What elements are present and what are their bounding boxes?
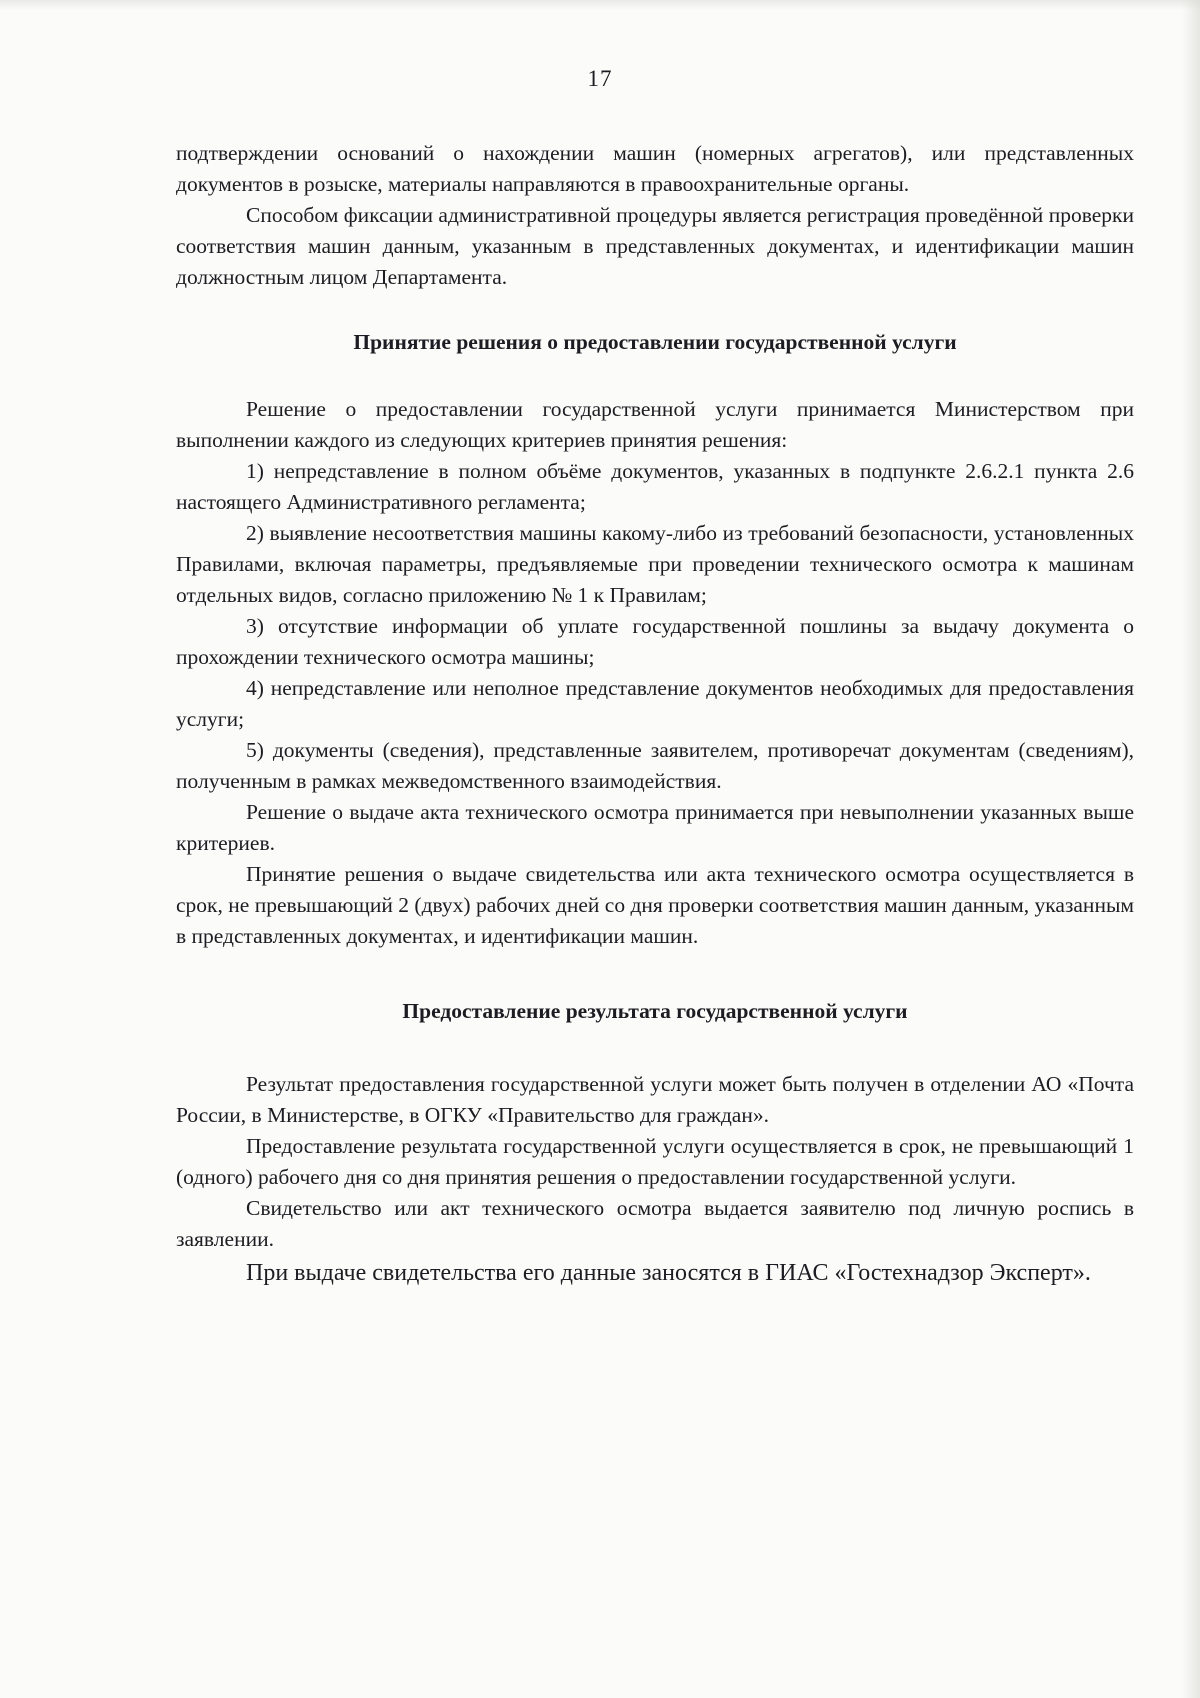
document-body [176,138,1134,1291]
criterion-item-3: 3) отсутствие информации об уплате государственной пошлины за выдачу документа о прохождении технического осмотра машины; [176,614,1134,669]
paragraph-result-term: Предоставление результата государственной услуги осуществляется в срок, не превышающий 1 (одного) рабочего дня со дня принятия решения о предоставлении государственной услуги. [176,1134,1134,1189]
paragraph-result-location: Результат предоставления государственной услуги может быть получен в отделении АО «Почта России, в Министерстве, в ОГКУ «Правительство для граждан». [176,1072,1134,1127]
paragraph-decision-intro: Решение о предоставлении государственной услуги принимается Министерством при выполнении каждого из следующих критериев принятия решения: [176,397,1134,452]
paragraph-decision-term: Принятие решения о выдаче свидетельства или акта технического осмотра осуществляется в срок, не превышающий 2 (двух) рабочих дней со дня проверки соответствия машин данным, указанным в представленных документах, и идентификации машин. [176,862,1134,948]
criterion-item-1: 1) непредставление в полном объёме документов, указанных в подпункте 2.6.2.1 пункта 2.6 настоящего Административного регламента; [176,459,1134,514]
criterion-item-5: 5) документы (сведения), представленные заявителем, противоречат документам (сведениям), полученным в рамках межведомственного взаимодействия. [176,738,1134,793]
section-heading-result: Предоставление результата государственной услуги [402,999,908,1023]
paragraph-act-decision: Решение о выдаче акта технического осмотра принимается при невыполнении указанных выше критериев. [176,800,1134,855]
paragraph-certificate-issue: Свидетельство или акт технического осмотра выдается заявителю под личную роспись в заявлении. [176,1196,1134,1251]
paragraph-continuation: подтверждении оснований о нахождении машин (номерных агрегатов), или представленных документов в розыске, материалы направляются в правоохранительные органы. [176,141,1134,196]
section-heading-decision: Принятие решения о предоставлении государственной услуги [353,330,957,354]
scan-shadow-edge [1182,0,1200,1698]
paragraph-fixation-method: Способом фиксации административной процедуры является регистрация проведённой проверки соответствия машин данным, указанным в представленных документах, и идентификации машин должностным лицом Департамента. [176,203,1134,289]
page-number: 17 [587,66,613,91]
criterion-item-2: 2) выявление несоответствия машины какому-либо из требований безопасности, установленных Правилами, включая параметры, предъявляемые при проведении технического осмотра к машинам отдельных видов, согласно приложению № 1 к Правилам; [176,521,1134,607]
paragraph-gias-entry: При выдаче свидетельства его данные заносятся в ГИАС «Гостехнадзор Эксперт». [246,1260,1091,1286]
scan-shadow-top [0,0,1200,10]
criterion-item-4: 4) непредставление или неполное представление документов необходимых для предоставления услуги; [176,676,1134,731]
